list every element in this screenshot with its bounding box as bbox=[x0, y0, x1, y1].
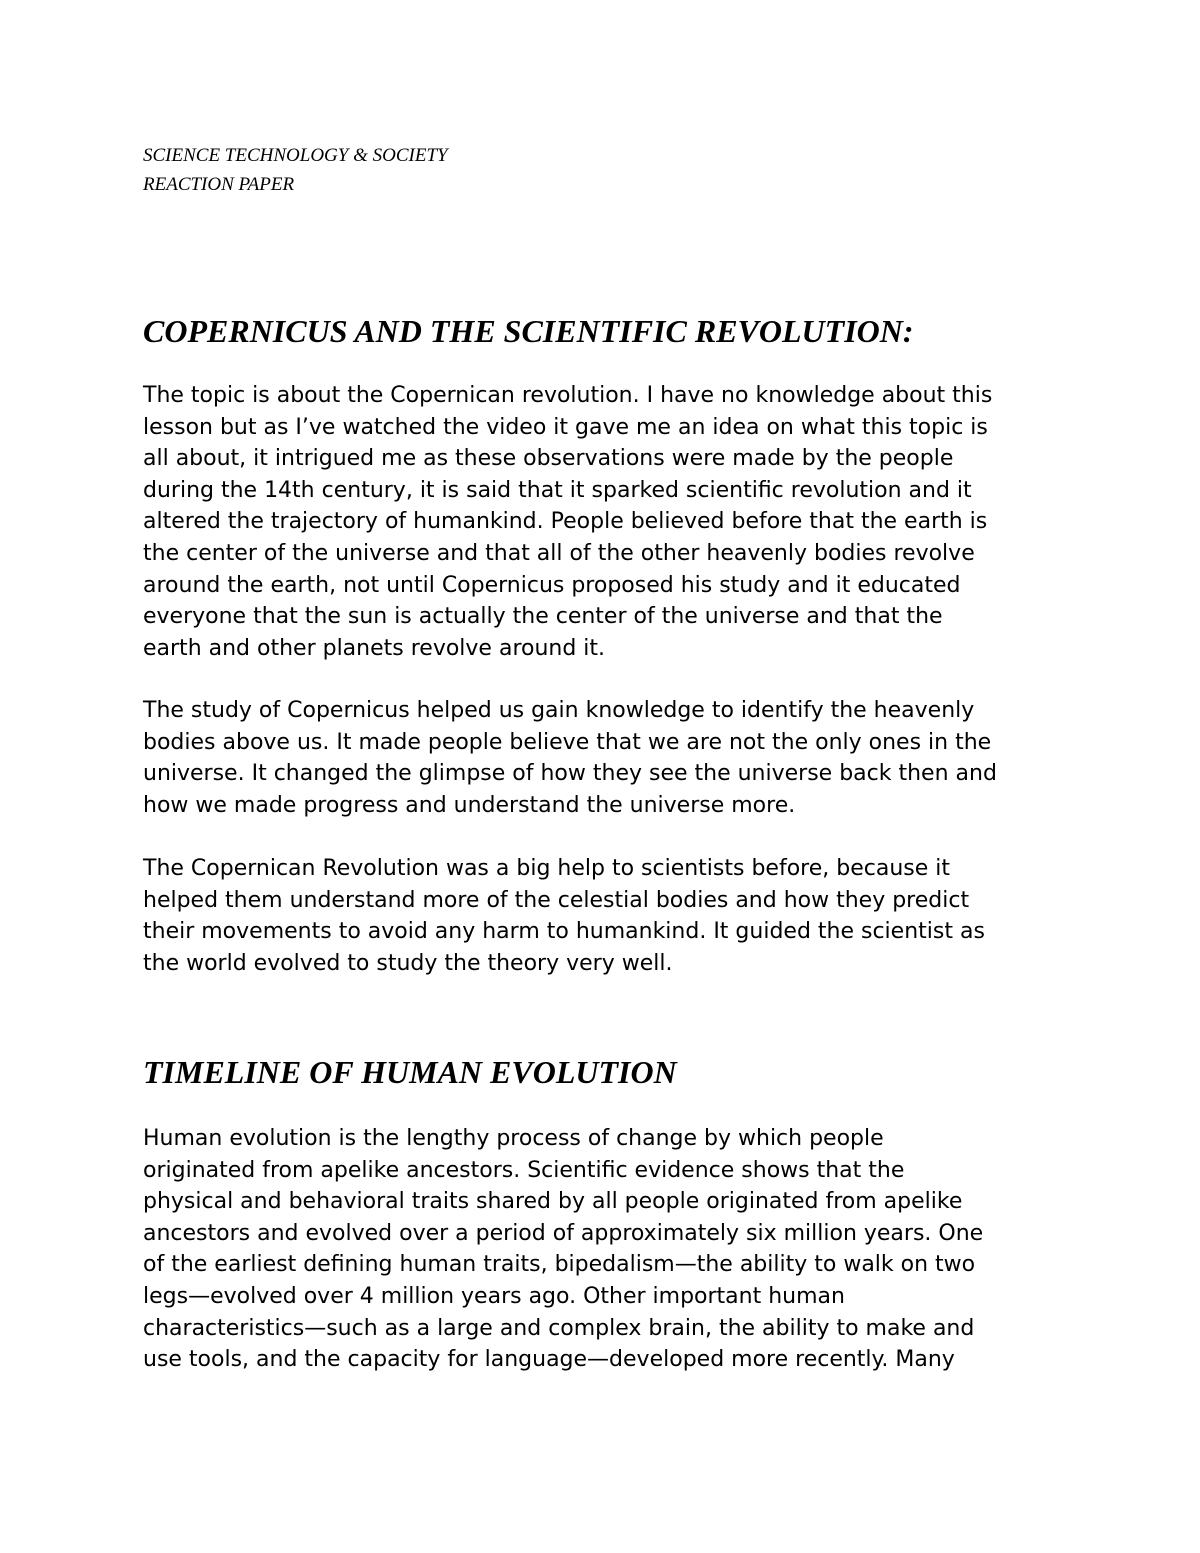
document-header bbox=[143, 141, 448, 199]
paragraph-copernicus-2 bbox=[143, 695, 1073, 821]
text-line: how we made progress and understand the universe more. bbox=[143, 792, 796, 818]
text-line: the world evolved to study the theory very well. bbox=[143, 950, 673, 976]
text-line: characteristics—such as a large and complex brain, the ability to make and bbox=[143, 1315, 975, 1341]
paragraph-copernicus-1 bbox=[143, 380, 1073, 664]
paragraph-copernicus-3 bbox=[143, 853, 1073, 979]
section-title-human-evolution: TIMELINE OF HUMAN EVOLUTION bbox=[143, 1054, 677, 1090]
text-line: their movements to avoid any harm to humankind. It guided the scientist as bbox=[143, 919, 985, 945]
text-line: originated from apelike ancestors. Scientific evidence shows that the bbox=[143, 1157, 905, 1183]
text-line: The Copernican Revolution was a big help to scientists before, because it bbox=[143, 856, 950, 881]
text-line: altered the trajectory of humankind. People believed before that the earth is bbox=[143, 509, 988, 535]
text-line: Human evolution is the lengthy process of change by which people bbox=[143, 1126, 884, 1151]
text-line: ancestors and evolved over a period of approximately six million years. One bbox=[143, 1220, 984, 1246]
text-line: The topic is about the Copernican revolution. I have no knowledge about this bbox=[143, 383, 993, 408]
text-line: universe. It changed the glimpse of how they see the universe back then and bbox=[143, 761, 997, 787]
text-line: physical and behavioral traits shared by all people originated from apelike bbox=[143, 1189, 963, 1215]
course-title: SCIENCE TECHNOLOGY & SOCIETY bbox=[143, 145, 448, 166]
text-line: The study of Copernicus helped us gain knowledge to identify the heavenly bbox=[143, 698, 975, 723]
text-line: around the earth, not until Copernicus proposed his study and it educated bbox=[143, 572, 961, 598]
document-type: REACTION PAPER bbox=[143, 174, 295, 195]
text-line: helped them understand more of the celestial bodies and how they predict bbox=[143, 887, 970, 913]
text-line: all about, it intrigued me as these observations were made by the people bbox=[143, 446, 954, 472]
text-line: legs—evolved over 4 million years ago. Other important human bbox=[143, 1283, 845, 1309]
text-line: everyone that the sun is actually the center of the universe and that the bbox=[143, 604, 943, 630]
text-line: the center of the universe and that all of the other heavenly bodies revolve bbox=[143, 540, 975, 566]
text-line: earth and other planets revolve around it. bbox=[143, 635, 606, 661]
paragraph-human-evolution-1 bbox=[143, 1123, 1073, 1376]
section-title-copernicus: COPERNICUS AND THE SCIENTIFIC REVOLUTION: bbox=[143, 313, 914, 349]
text-line: lesson but as I’ve watched the video it gave me an idea on what this topic is bbox=[143, 414, 988, 440]
text-line: bodies above us. It made people believe that we are not the only ones in the bbox=[143, 729, 992, 755]
text-line: of the earliest defining human traits, bipedalism—the ability to walk on two bbox=[143, 1252, 976, 1278]
text-line: during the 14th century, it is said that it sparked scientific revolution and it bbox=[143, 477, 972, 503]
text-line: use tools, and the capacity for language—developed more recently. Many bbox=[143, 1347, 955, 1373]
